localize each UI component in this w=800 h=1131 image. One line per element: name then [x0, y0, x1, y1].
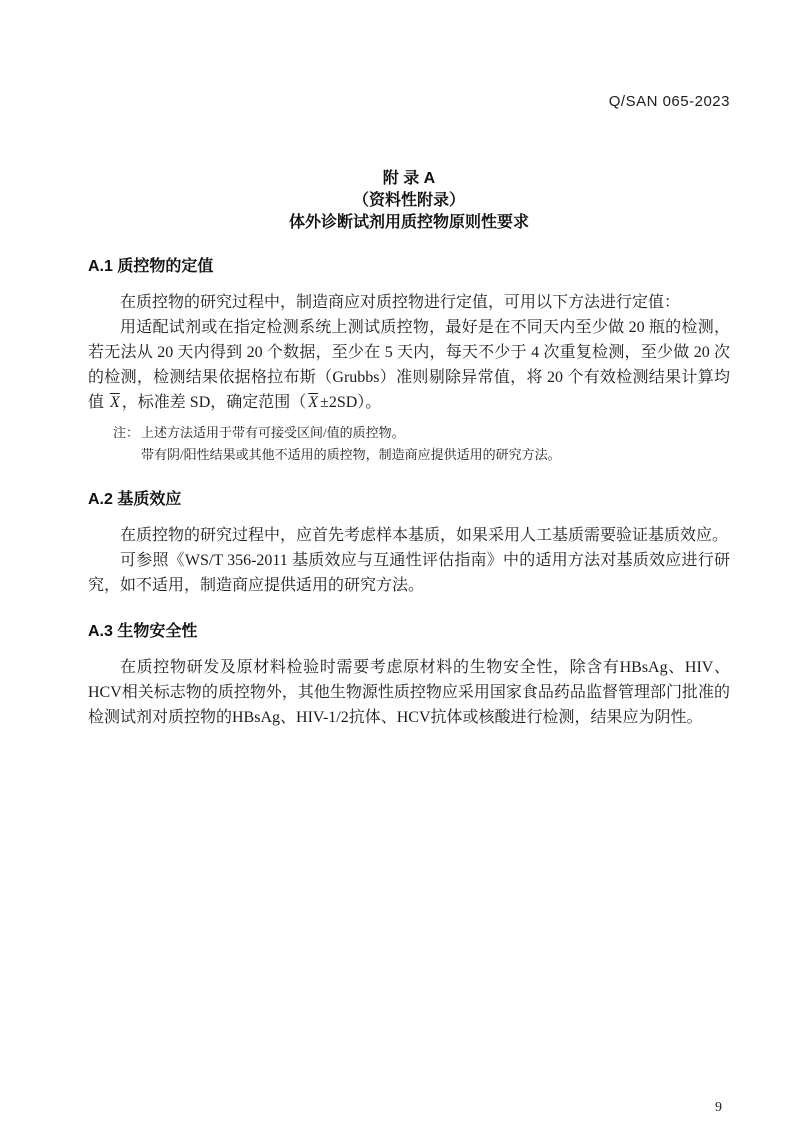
xbar-symbol: $\overline{X}$: [308, 394, 319, 411]
page-content: [88, 168, 730, 730]
section-a1: [88, 257, 730, 466]
paragraph-text: ，标准差 SD，确定范围（: [121, 394, 307, 411]
note-label: 注：: [113, 425, 140, 440]
section-a2-paragraph-2: 可参照《WS/T 356-2011 基质效应与互通性评估指南》中的适用方法对基质效应进行研究，如不适用，制造商应提供适用的研究方法。: [88, 552, 730, 594]
section-a3: [88, 622, 730, 730]
section-a2: [88, 490, 730, 598]
appendix-title-block: [88, 168, 730, 234]
paragraph-text: ±2SD）。: [320, 394, 382, 411]
xbar-symbol: $\overline{X}$: [110, 394, 120, 411]
appendix-title: 附 录 A: [382, 170, 436, 187]
note-line: [113, 444, 730, 466]
section-a1-paragraph-2: [88, 315, 730, 415]
appendix-type: （资料性附录）: [352, 192, 465, 209]
section-a3-heading: A.3 生物安全性: [88, 623, 198, 640]
note-text: 带有阴/阳性结果或其他不适用的质控物，制造商应提供适用的研究方法。: [141, 447, 561, 462]
note-text: 上述方法适用于带有可接受区间/值的质控物。: [141, 425, 405, 440]
note-block: [113, 422, 730, 466]
section-a2-paragraph-1: 在质控物的研究过程中，应首先考虑样本基质，如果采用人工基质需要验证基质效应。: [120, 527, 729, 544]
section-a2-heading: A.2 基质效应: [88, 491, 182, 508]
paragraph-text: 用适配试剂或在指定检测系统上测试质控物，最好是在不同天内至少做 20 瓶的检测，若无法从 20 天内得到 20 个数据，至少在 5 天内，每天不少于 4 次重复检测，至少做 20 次的检测，检测结果依据格拉布斯（Grubbs）准则剔除异常值，将 20 个有效检测结果计算均值: [88, 319, 730, 411]
section-a1-paragraph-1: 在质控物的研究过程中，制造商应对质控物进行定值，可用以下方法进行定值：: [120, 294, 681, 311]
section-a1-heading: A.1 质控物的定值: [88, 258, 214, 275]
doc-number-header: Q/SAN 065-2023: [608, 93, 730, 110]
appendix-subject: 体外诊断试剂用质控物原则性要求: [288, 214, 529, 231]
page-number: 9: [715, 1100, 722, 1115]
note-line: [113, 422, 730, 444]
section-a3-paragraph-1: 在质控物研发及原材料检验时需要考虑原材料的生物安全性，除含有HBsAg、HIV、HCV相关标志物的质控物外，其他生物源性质控物应采用国家食品药品监督管理部门批准的检测试剂对质控物的HBsAg、HIV-1/2抗体、HCV抗体或核酸进行检测，结果应为阴性。: [88, 659, 730, 726]
